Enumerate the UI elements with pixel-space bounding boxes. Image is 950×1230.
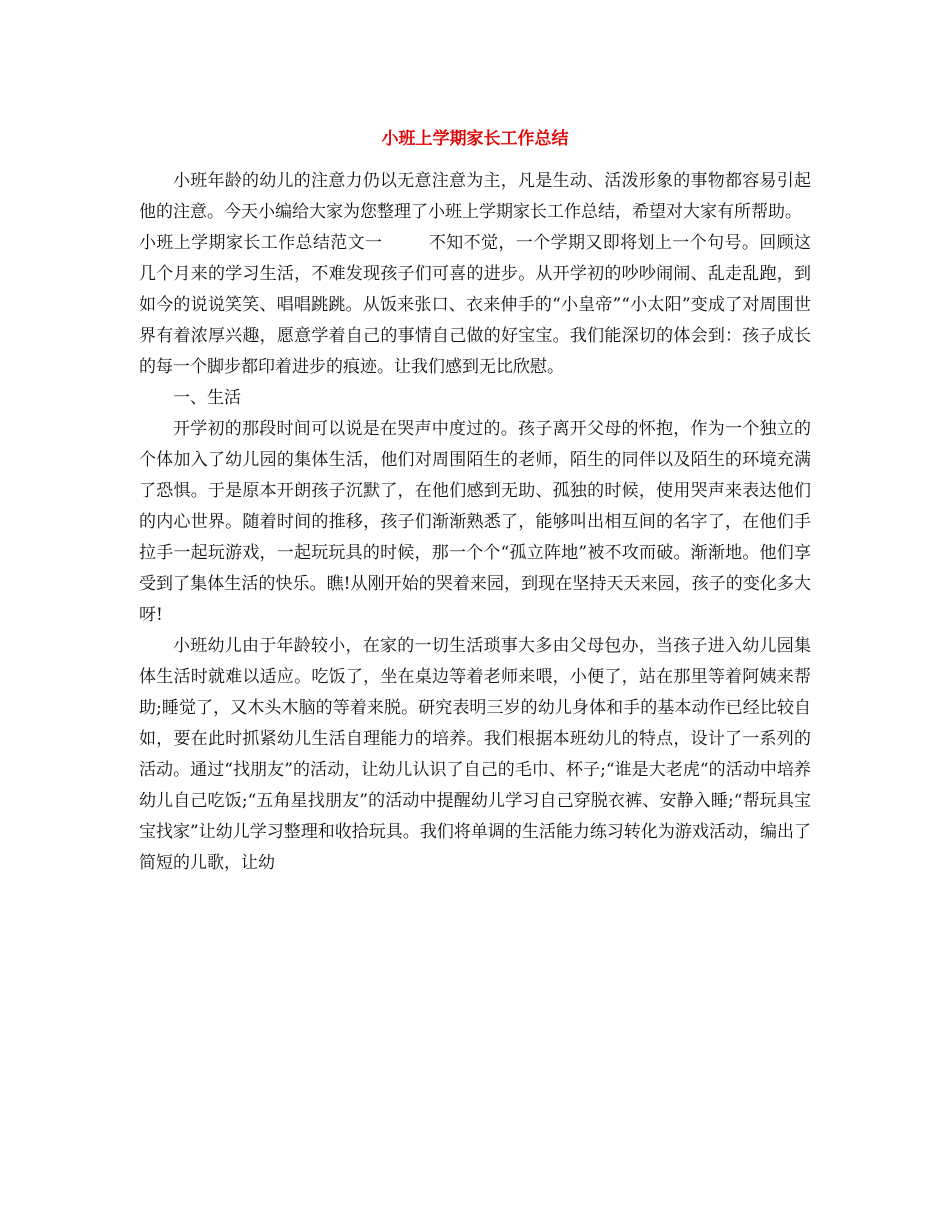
document-body (139, 166, 811, 879)
section-first-text: 不知不觉，一个学期又即将划上一个句号。回顾这几个月来的学习生活，不难发现孩子们可喜的进步。从开学初的吵吵闹闹、乱走乱跑，到如今的说说笑笑、唱唱跳跳。从饭来张口、衣来伸手的“小皇帝”“小太阳”变成了对周围世界有着浓厚兴趣，愿意学着自己的事情自己做的好宝宝。我们能深切的体会到：孩子成长的每一个脚步都印着进步的痕迹。让我们感到无比欣慰。 (139, 233, 812, 377)
section-paragraph (139, 228, 811, 383)
body-paragraph-2: 小班幼儿由于年龄较小，在家的一切生活琐事大多由父母包办，当孩子进入幼儿园集体生活时就难以适应。吃饭了，坐在桌边等着老师来喂，小便了，站在那里等着阿姨来帮助;睡觉了，又木头木脑的等着来脱。研究表明三岁的幼儿身体和手的基本动作已经比较自如，要在此时抓紧幼儿生活自理能力的培养。我们根据本班幼儿的特点，设计了一系列的活动。通过“找朋友”的活动，让幼儿认识了自己的毛巾、杯子;“谁是大老虎“的活动中培养幼儿自己吃饭;“五角星找朋友”的活动中提醒幼儿学习自己穿脱衣裤、安静入睡;“帮玩具宝宝找家”让幼儿学习整理和收拾玩具。我们将单调的生活能力练习转化为游戏活动，编出了简短的儿歌，让幼 (139, 636, 811, 873)
body-paragraph-1: 开学初的那段时间可以说是在哭声中度过的。孩子离开父母的怀抱，作为一个独立的个体加入了幼儿园的集体生活，他们对周围陌生的老师，陌生的同伴以及陌生的环境充满了恐惧。于是原本开朗孩子沉默了，在他们感到无助、孤独的时候，使用哭声来表达他们的内心世界。随着时间的推移，孩子们渐渐熟悉了，能够叫出相互间的名字了，在他们手拉手一起玩游戏，一起玩玩具的时候，那一个个“孤立阵地”被不攻而破。渐渐地。他们享受到了集体生活的快乐。瞧!从刚开始的哭着来园，到现在坚持天天来园，孩子的变化多大呀! (139, 419, 811, 625)
intro-paragraph: 小班年龄的幼儿的注意力仍以无意注意为主，凡是生动、活泼形象的事物都容易引起他的注意。今天小编给大家为您整理了小班上学期家长工作总结，希望对大家有所帮助。 (139, 171, 811, 222)
section-heading: 一、生活 (173, 388, 241, 408)
section-label: 小班上学期家长工作总结范文一 (139, 233, 383, 253)
document-title: 小班上学期家长工作总结 (381, 129, 569, 149)
